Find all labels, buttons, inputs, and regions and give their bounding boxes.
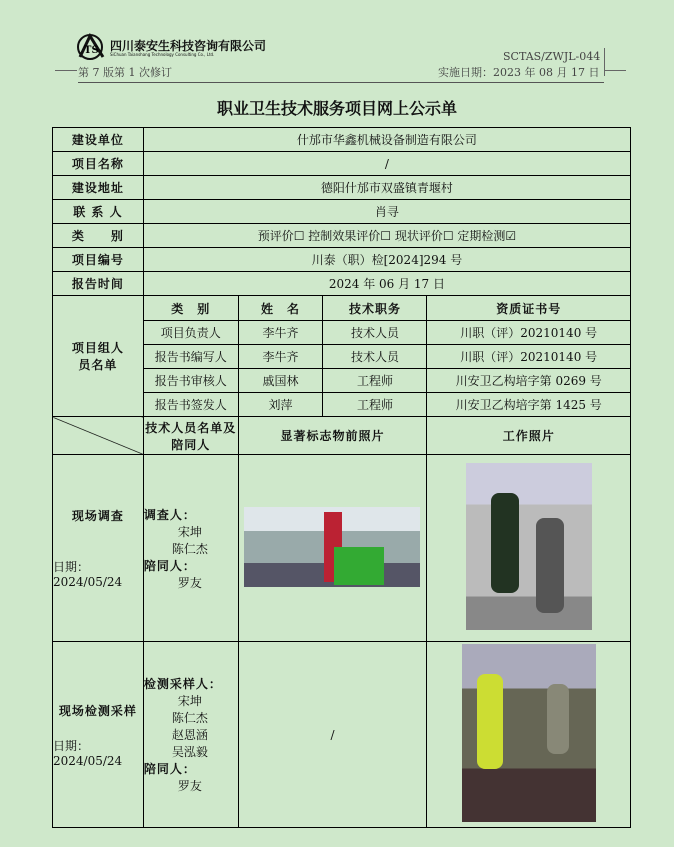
work-photo — [466, 463, 592, 630]
info-row: 建设地址 德阳什邡市双盛镇青堰村 — [53, 176, 631, 200]
header-rule — [78, 82, 604, 83]
notice-table — [52, 127, 631, 828]
info-row: 联 系 人 肖寻 — [53, 200, 631, 224]
staff-row: 项目负责人 李牛齐 技术人员 川职（评）20210140 号 — [53, 321, 631, 345]
diagonal-cell — [53, 417, 144, 455]
staff-row: 报告书审核人 戚国林 工程师 川安卫乙构培字第 0269 号 — [53, 369, 631, 393]
svg-text:TS: TS — [84, 45, 99, 56]
company-name: 四川泰安生科技咨询有限公司 — [110, 39, 267, 53]
staff-row: 报告书编写人 李牛齐 技术人员 川职（评）20210140 号 — [53, 345, 631, 369]
doc-code: SCTAS/ZWJL-044 — [503, 50, 601, 63]
staff-header-row: 项目组人员名单 类 别 姓 名 技术职务 资质证书号 — [53, 296, 631, 321]
info-row: 项目编号 川泰（职）检[2024]294 号 — [53, 248, 631, 272]
photo-header-row: 技术人员名单及陪同人 显著标志物前照片 工作照片 — [53, 417, 631, 455]
work-photo — [462, 644, 596, 822]
effective-date: 实施日期：2023 年 08 月 17 日 — [438, 66, 600, 79]
divider — [604, 70, 626, 71]
sampling-row: 现场检测采样 日期： 2024/05/24 检测采样人： 宋坤 陈仁杰 赵恩涵 吴泓毅 陪同人： 罗友 / — [53, 642, 631, 828]
staff-row: 报告书签发人 刘萍 工程师 川安卫乙构培字第 1425 号 — [53, 393, 631, 417]
page-title: 职业卫生技术服务项目网上公示单 — [216, 99, 457, 118]
divider — [55, 70, 77, 71]
divider — [604, 48, 605, 76]
landmark-photo — [244, 507, 420, 587]
info-row: 项目名称 / — [53, 152, 631, 176]
survey-row: 现场调查 日期： 2024/05/24 调查人： 宋坤 陈仁杰 陪同人： 罗友 — [53, 455, 631, 642]
staff-group-label: 项目组人员名单 — [71, 341, 124, 372]
info-row: 建设单位 什邡市华鑫机械设备制造有限公司 — [53, 128, 631, 152]
version: 第 7 版第 1 次修订 — [78, 66, 172, 79]
company-name-en: SiChuan Taianshang Technology Consulting Co., Ltd. — [110, 52, 215, 57]
info-row: 报告时间 2024 年 06 月 17 日 — [53, 272, 631, 296]
company-logo-icon — [75, 33, 109, 61]
info-row: 类 别 预评价☐ 控制效果评价☐ 现状评价☐ 定期检测☑ — [53, 224, 631, 248]
